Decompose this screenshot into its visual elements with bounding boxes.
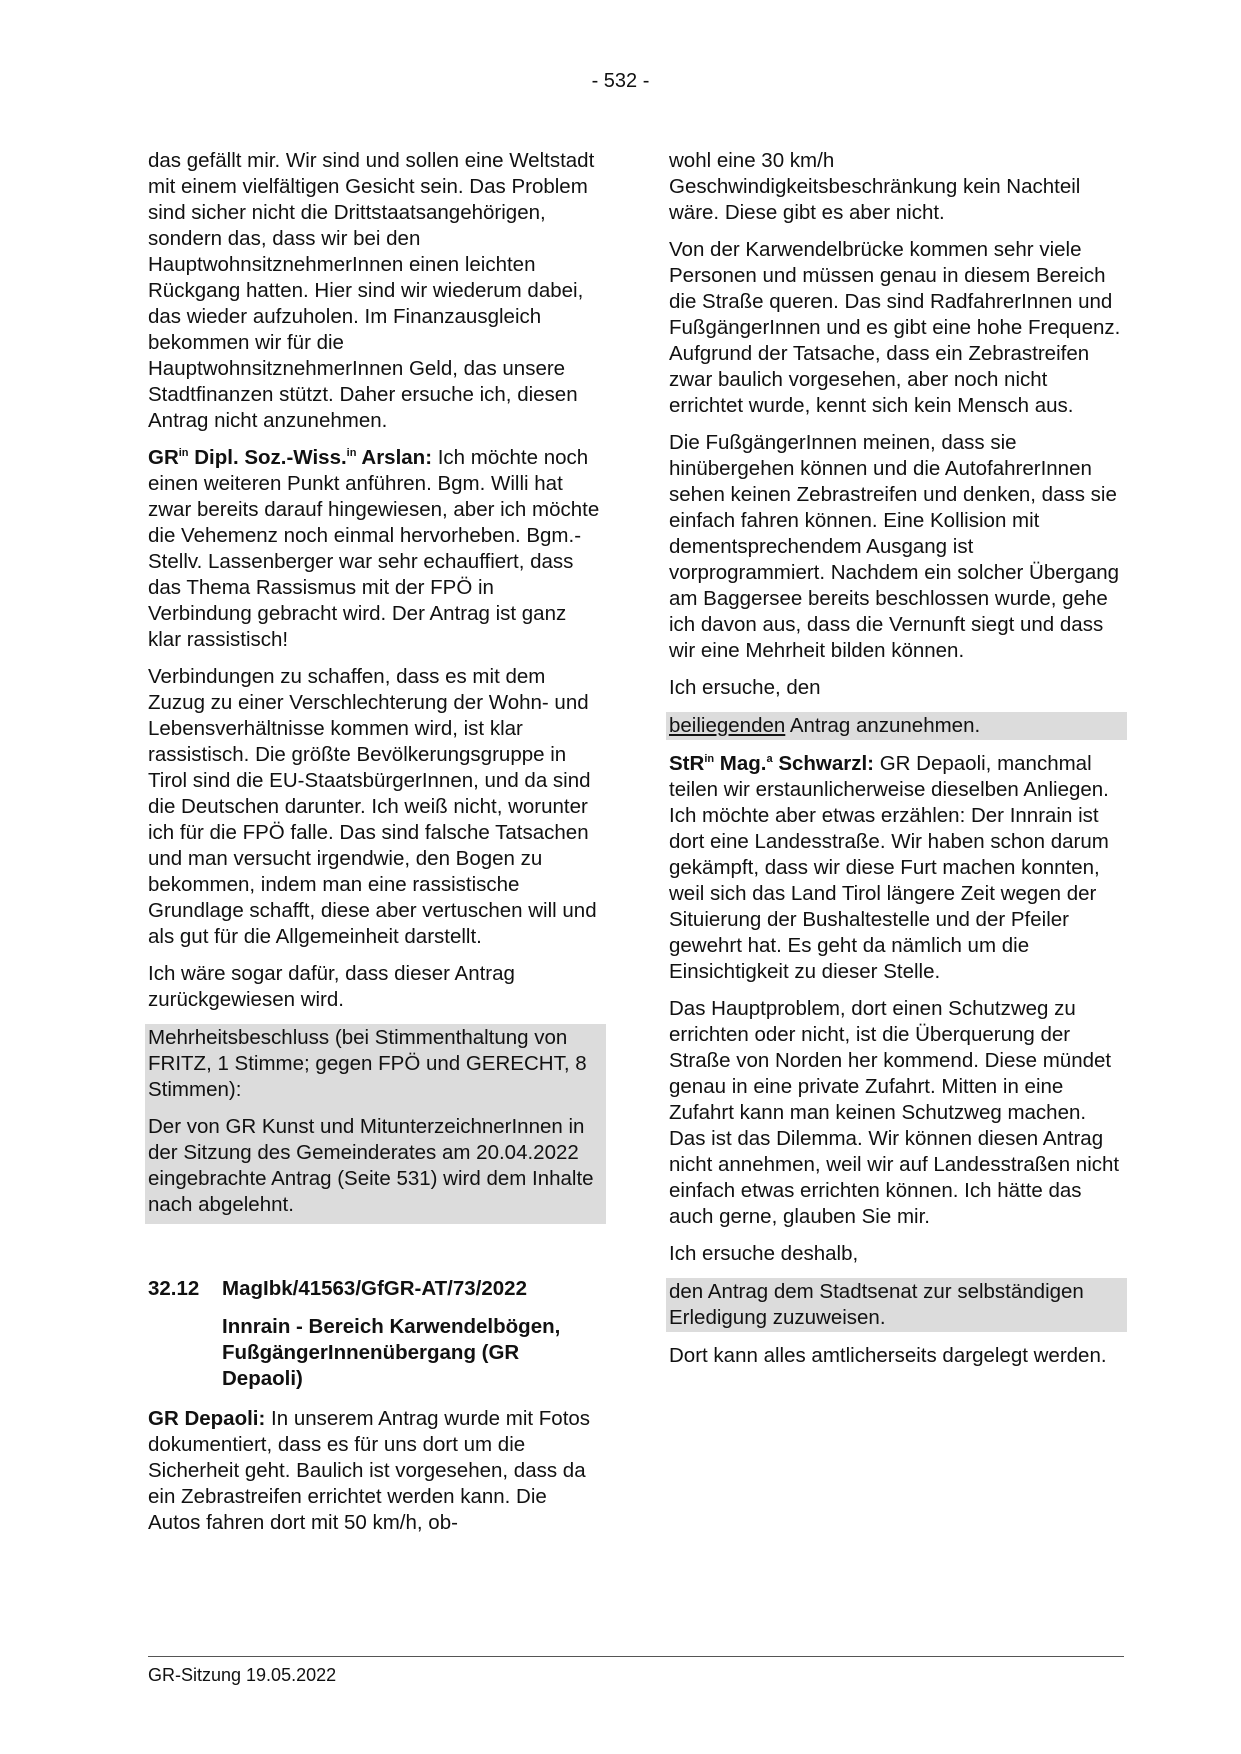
speech-schwarzl: StR$^{in}$ Mag.$^a$ Schwarzl: GR Depaoli, manchmal teilen wir erstaunlicherweise dieselben Anliegen. Ich möchte aber etwas erzählen: Der Innrain ist dort eine Landesstraße. Wir haben schon darum gekämpft, dass wir diese Furt machen konnten, weil sich das Land Tirol längere Zeit wegen der Situierung der Bushaltestelle und der Pfeiler gewehrt hat. Es geht da nämlich um die Einsichtigkeit zu dieser Stelle. bbox=[669, 752, 1109, 983]
agenda-item-heading bbox=[148, 1276, 603, 1302]
paragraph: wohl eine 30 km/h Geschwindigkeitsbeschränkung kein Nachteil wäre. Diese gibt es aber nicht. bbox=[669, 149, 1081, 224]
agenda-item-ref: MagIbk/41563/GfGR-AT/73/2022 bbox=[222, 1277, 527, 1300]
agenda-item-number: 32.12 bbox=[148, 1277, 200, 1300]
left-column bbox=[148, 148, 603, 1547]
motion-text: den Antrag dem Stadtsenat zur selbständigen Erledigung zuzuweisen. bbox=[666, 1278, 1127, 1332]
speaker-name: $GR^{in}$ Dipl. Soz.-Wiss.$^{in}$ Arslan: bbox=[148, 446, 433, 469]
speech-depaoli: GR Depaoli: In unserem Antrag wurde mit Fotos dokumentiert, dass es für uns dort um die Sicherheit geht. Baulich ist vorgesehen, dass da ein Zebrastreifen errichtet werden kann. Die Autos fahren dort mit 50 km/h, ob- bbox=[148, 1407, 591, 1534]
right-column bbox=[669, 148, 1124, 1380]
decision-block bbox=[145, 1024, 606, 1224]
paragraph: Ich ersuche deshalb, bbox=[669, 1242, 859, 1265]
agenda-item-title: Innrain - Bereich Karwendelbögen, FußgängerInnenübergang (GR Depaoli) bbox=[222, 1315, 561, 1390]
paragraph: Das Hauptproblem, dort einen Schutzweg zu errichten oder nicht, ist die Überquerung der Straße von Norden her kommend. Diese mündet genau in eine private Zufahrt. Mitten in eine Zufahrt kann man keinen Schutzweg machen. Das ist das Dilemma. Wir können diesen Antrag nicht annehmen, weil wir auf Landesstraßen nicht einfach etwas errichten können. Ich hätte das auch gerne, glauben Sie mir. bbox=[669, 997, 1120, 1228]
speech-arslan: $GR^{in}$ Dipl. Soz.-Wiss.$^{in}$ Arslan: Ich möchte noch einen weiteren Punkt anführen. Bgm. Willi hat zwar bereits darauf hingewiesen, aber ich möchte die Vehemenz noch einmal hervorheben. Bgm.-Stellv. Lassenberger war sehr echauffiert, dass das Thema Rassismus mit der FPÖ in Verbindung gebracht wird. Der Antrag ist ganz klar rassistisch! bbox=[148, 446, 600, 651]
speaker-name: StR$^{in}$ Mag.$^a$ Schwarzl: bbox=[669, 752, 875, 775]
footer-divider bbox=[148, 1656, 1124, 1657]
motion-text: beiliegenden Antrag anzunehmen. bbox=[666, 712, 1127, 740]
paragraph: Ich wäre sogar dafür, dass dieser Antrag zurückgewiesen wird. bbox=[148, 962, 515, 1011]
paragraph: Dort kann alles amtlicherseits dargelegt werden. bbox=[669, 1344, 1107, 1367]
speaker-name: GR Depaoli: bbox=[148, 1407, 266, 1430]
decision-text: Der von GR Kunst und MitunterzeichnerInnen in der Sitzung des Gemeinderates am 20.04.2022 eingebrachte Antrag (Seite 531) wird dem Inhalte nach abgelehnt. bbox=[148, 1115, 594, 1216]
footer-session-date: GR-Sitzung 19.05.2022 bbox=[148, 1665, 337, 1685]
paragraph: Von der Karwendelbrücke kommen sehr viele Personen und müssen genau in diesem Bereich die Straße queren. Das sind RadfahrerInnen und FußgängerInnen und es gibt eine hohe Frequenz. Aufgrund der Tatsache, dass ein Zebrastreifen zwar baulich vorgesehen, aber noch nicht errichtet wurde, kennt sich kein Mensch aus. bbox=[669, 238, 1121, 417]
paragraph: Die FußgängerInnen meinen, dass sie hinübergehen können und die AutofahrerInnen sehen keinen Zebrastreifen und denken, dass sie einfach fahren können. Eine Kollision mit dementsprechendem Ausgang ist vorprogrammiert. Nachdem ein solcher Übergang am Baggersee bereits beschlossen wurde, gehe ich davon aus, dass die Vernunft siegt und dass wir eine Mehrheit bilden können. bbox=[669, 431, 1120, 662]
paragraph: Ich ersuche, den bbox=[669, 676, 821, 699]
decision-vote: Mehrheitsbeschluss (bei Stimmenthaltung von FRITZ, 1 Stimme; gegen FPÖ und GERECHT, 8 Stimmen): bbox=[148, 1026, 587, 1101]
paragraph: das gefällt mir. Wir sind und sollen eine Weltstadt mit einem vielfältigen Gesicht sein. Das Problem sind sicher nicht die Drittstaatsangehörigen, sondern das, dass wir bei den HauptwohnsitznehmerInnen einen leichten Rückgang hatten. Hier sind wir wiederum dabei, das wieder aufzuholen. Im Finanzausgleich bekommen wir für die HauptwohnsitznehmerInnen Geld, das unsere Stadtfinanzen stützt. Daher ersuche ich, diesen Antrag nicht anzunehmen. bbox=[148, 149, 595, 432]
page-number: - 532 - bbox=[591, 70, 650, 92]
paragraph: Verbindungen zu schaffen, dass es mit dem Zuzug zu einer Verschlechterung der Wohn- und Lebensverhältnisse kommen wird, ist klar rassistisch. Die größte Bevölkerungsgruppe in Tirol sind die EU-StaatsbürgerInnen, und da sind die Deutschen darunter. Ich weiß nicht, worunter ich für die FPÖ falle. Das sind falsche Tatsachen und man versucht irgendwie, den Bogen zu bekommen, indem man eine rassistische Grundlage schafft, diese aber vertuschen will und als gut für die Allgemeinheit darstellt. bbox=[148, 665, 597, 948]
attached-motion-link[interactable]: beiliegenden bbox=[669, 714, 786, 737]
